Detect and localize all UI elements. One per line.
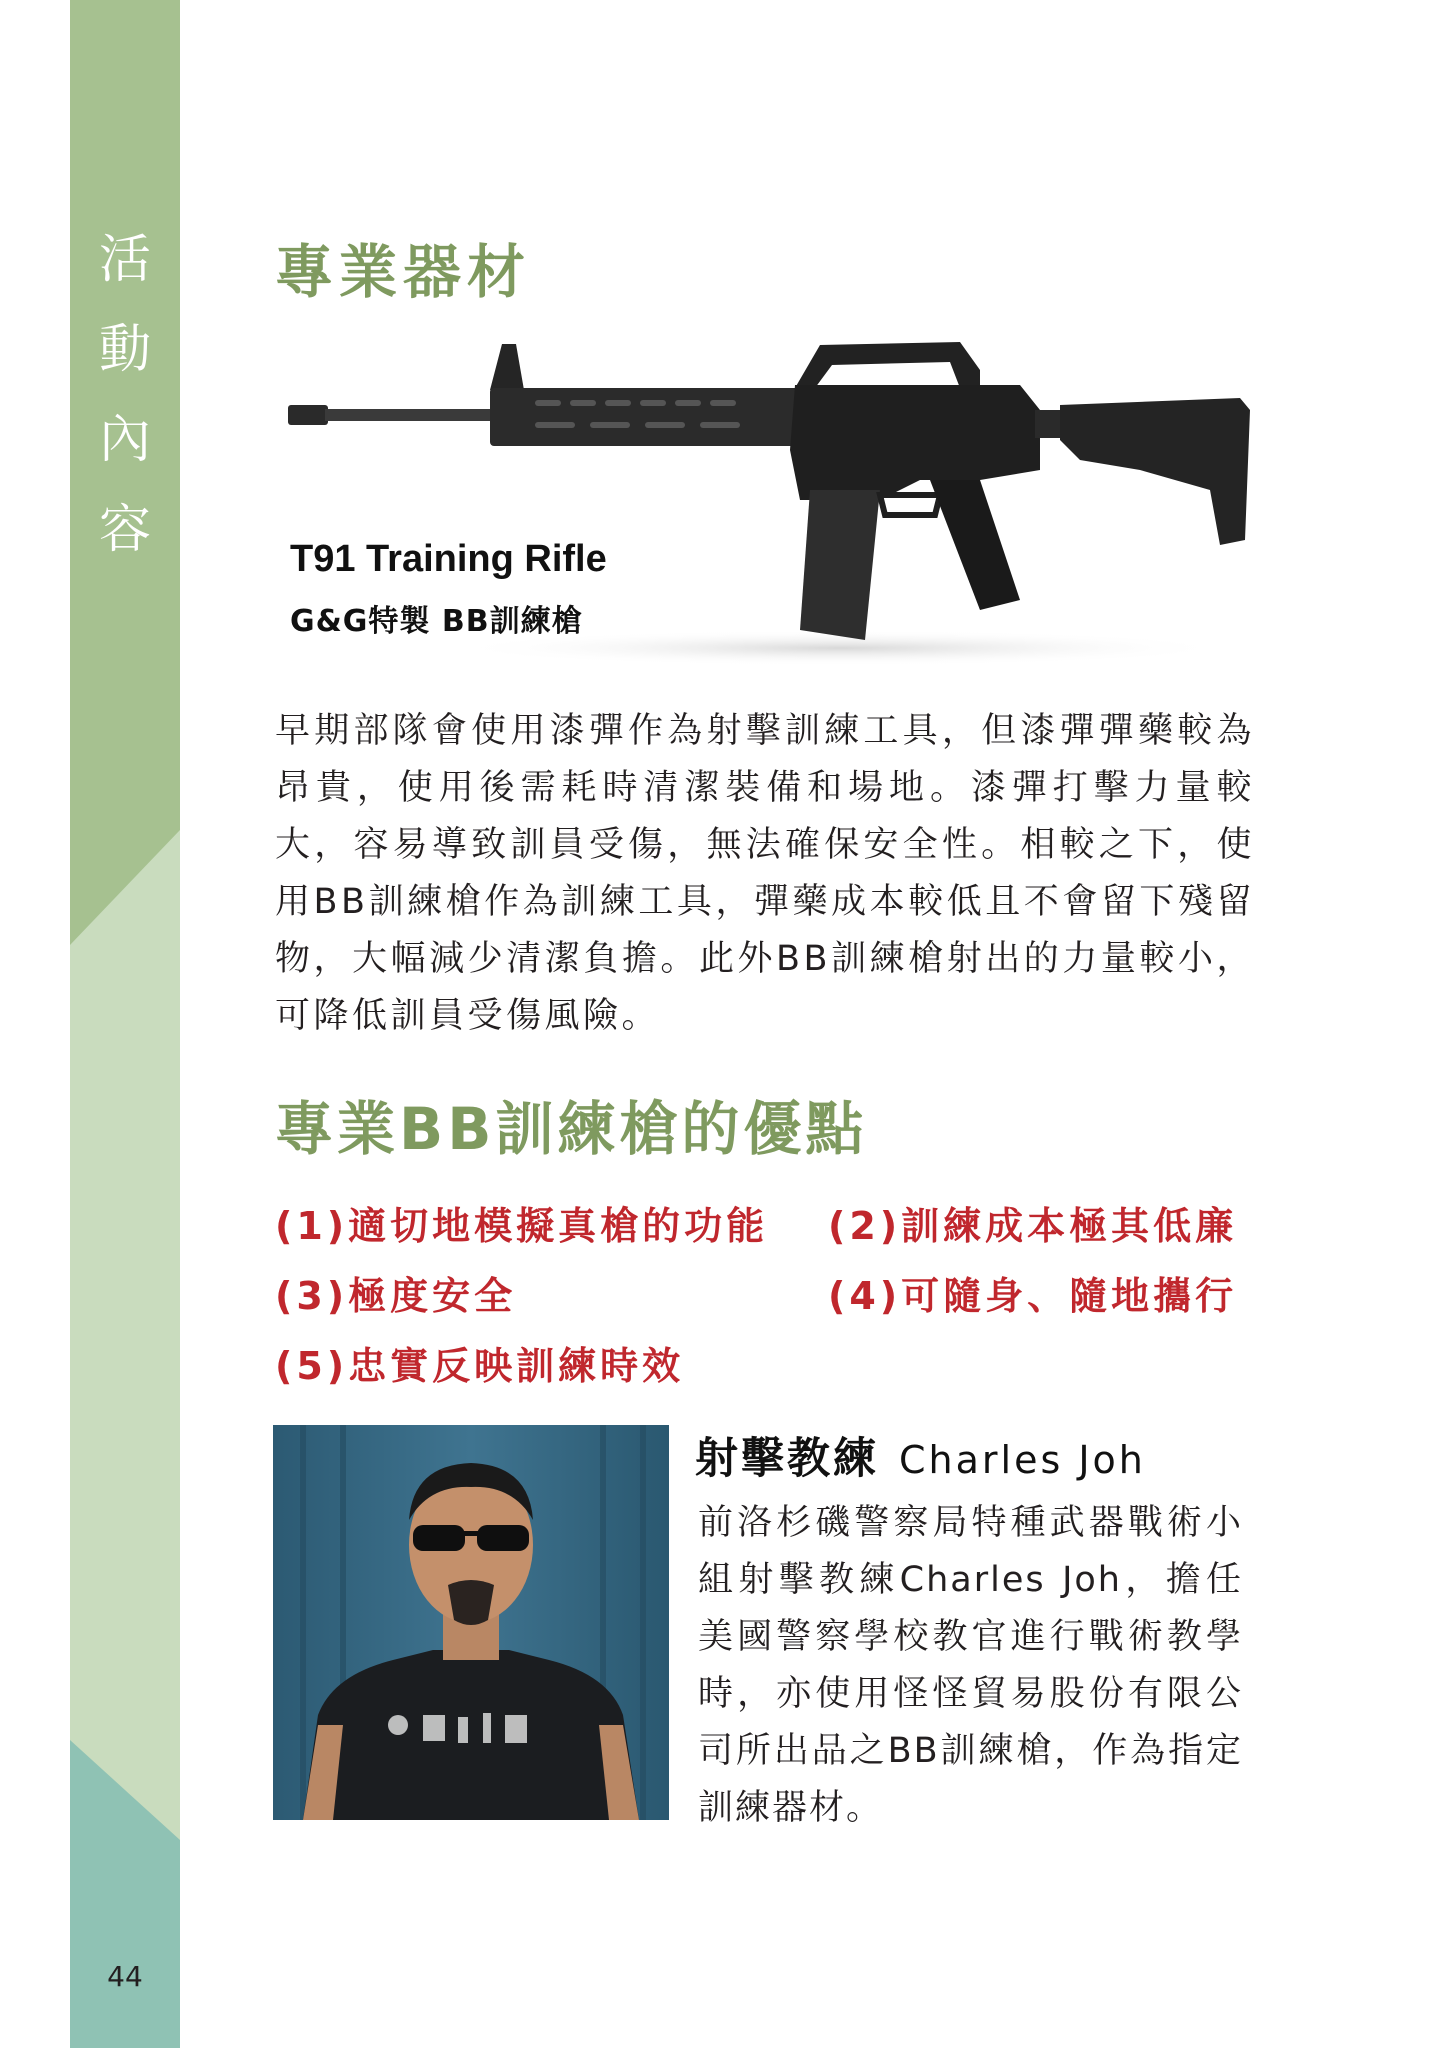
coach-shirt: [303, 1650, 639, 1820]
rifle-front-sight: [490, 344, 524, 390]
advantage-item: (2)訓練成本極其低廉: [828, 1204, 1238, 1248]
advantages-heading: 專業BB訓練槍的優點: [275, 1095, 868, 1163]
coach-sunglasses: [413, 1525, 465, 1551]
rifle-carry-handle: [795, 342, 980, 388]
rifle-subtitle: G&G特製 BB訓練槍: [290, 604, 583, 639]
coach-photo: [273, 1425, 669, 1820]
rifle-magazine: [800, 490, 880, 640]
section-title-char: 內: [98, 410, 151, 470]
section-title-vertical: [70, 215, 180, 575]
coach-title: 射擊教練: [695, 1434, 879, 1484]
advantage-item: (1)適切地模擬真槍的功能: [275, 1204, 769, 1248]
equipment-heading: 專業器材: [275, 238, 532, 306]
coach-portrait: [273, 1425, 669, 1820]
section-title-char: 容: [98, 500, 151, 560]
equipment-paragraph: 早期部隊會使用漆彈作為射擊訓練工具，但漆彈彈藥較為昂貴，使用後需耗時清潔裝備和場地。漆彈打擊力量較大，容易導致訓員受傷，無法確保安全性。相較之下，使用BB訓練槍作為訓練工具，彈藥成本較低且不會留下殘留物，大幅減少清潔負擔。此外BB訓練槍射出的力量較小，可降低訓員受傷風險。: [275, 711, 1255, 1036]
advantage-item: (4)可隨身、隨地攜行: [828, 1274, 1238, 1318]
rifle-name: T91 Training Rifle: [290, 538, 607, 580]
rifle-barrel: [325, 409, 495, 421]
rifle-muzzle: [288, 405, 328, 425]
section-title-char: 活: [98, 230, 151, 290]
advantage-item: (5)忠實反映訓練時效: [275, 1344, 685, 1388]
coach-heading: [695, 1425, 1146, 1486]
band-teal-shape: [70, 1740, 180, 2048]
advantage-item: (3)極度安全: [275, 1274, 517, 1318]
coach-paragraph: 前洛杉磯警察局特種武器戰術小組射擊教練Charles Joh，擔任美國警察學校教官進行戰術教學時，亦使用怪怪貿易股份有限公司所出品之BB訓練槍，作為指定訓練器材。: [698, 1503, 1243, 1828]
rifle-stock: [1060, 398, 1250, 545]
section-title-char: 動: [98, 320, 151, 380]
rifle-handguard: [490, 388, 800, 446]
page-number: 44: [107, 1960, 143, 1993]
rifle-grip: [930, 480, 1020, 610]
coach-name: Charles Joh: [899, 1438, 1146, 1482]
rifle-receiver: [790, 385, 1040, 500]
